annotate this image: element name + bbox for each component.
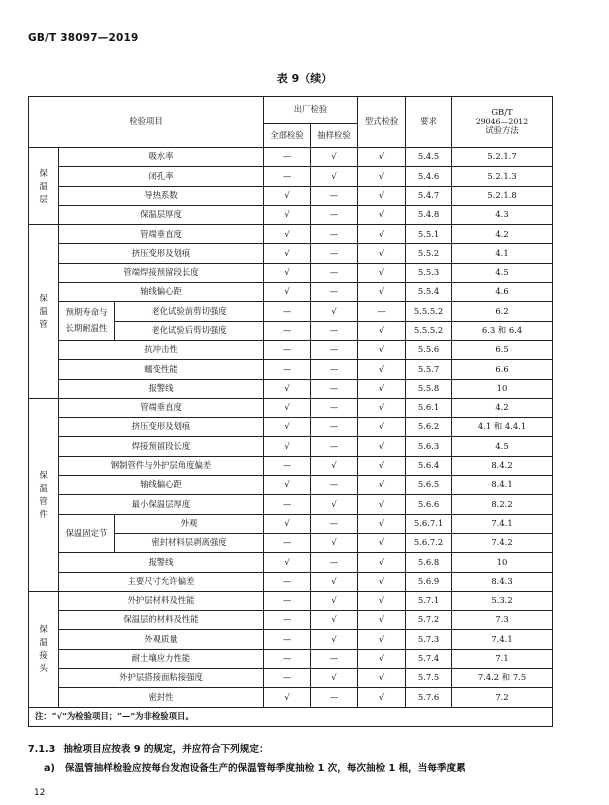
row-requirement: 5.6.5 — [406, 476, 452, 495]
row-item: 钢制管件与外护层角度偏差 — [59, 456, 264, 475]
row-type: √ — [358, 244, 406, 263]
row-sample: — — [311, 340, 358, 359]
row-type: √ — [358, 669, 406, 688]
row-sample: — — [311, 205, 358, 224]
row-sample: √ — [311, 572, 358, 591]
row-type: √ — [358, 418, 406, 437]
row-type: √ — [358, 630, 406, 649]
table-row — [29, 611, 553, 630]
row-item: 轴线偏心距 — [59, 476, 264, 495]
clause-number: 7.1.3 — [28, 744, 56, 755]
row-requirement: 5.5.2 — [406, 244, 452, 263]
row-item: 老化试验后剪切强度 — [115, 321, 264, 340]
item-a-text: 保温管抽样检验应按每台发泡设备生产的保温管每季度抽检 1 次，每次抽检 1 根，当每季度累 — [64, 763, 466, 774]
clause-7-1-3 — [28, 741, 269, 755]
row-sample: √ — [311, 302, 358, 321]
header-type: 型式检验 — [358, 97, 406, 148]
inspection-table — [28, 96, 553, 727]
row-full: — — [264, 302, 311, 321]
row-full: √ — [264, 476, 311, 495]
row-full: — — [264, 611, 311, 630]
row-requirement: 5.7.1 — [406, 591, 452, 610]
row-requirement: 5.6.7.2 — [406, 533, 452, 552]
row-method: 8.4.1 — [452, 476, 553, 495]
row-sample: — — [311, 398, 358, 417]
row-item: 外护层搭接面粘接强度 — [59, 669, 264, 688]
row-type: √ — [358, 495, 406, 514]
row-method: 4.3 — [452, 205, 553, 224]
table-row — [29, 476, 553, 495]
row-full: √ — [264, 263, 311, 282]
row-method: 7.4.1 — [452, 514, 553, 533]
row-requirement: 5.5.5.2 — [406, 321, 452, 340]
note-row — [29, 707, 553, 726]
row-sample: — — [311, 553, 358, 572]
row-requirement: 5.5.4 — [406, 283, 452, 302]
row-requirement: 5.7.3 — [406, 630, 452, 649]
row-type: √ — [358, 225, 406, 244]
row-full: √ — [264, 225, 311, 244]
row-requirement: 5.7.4 — [406, 649, 452, 668]
row-type: √ — [358, 360, 406, 379]
row-full: — — [264, 360, 311, 379]
table-row — [29, 456, 553, 475]
table-row — [29, 591, 553, 610]
group-label: 保 温 接 头 — [29, 591, 59, 707]
table-row — [29, 225, 553, 244]
row-full: — — [264, 340, 311, 359]
row-full: — — [264, 148, 311, 167]
header-factory: 出厂检验 — [264, 97, 358, 124]
row-item: 轴线偏心距 — [59, 283, 264, 302]
row-requirement: 5.7.2 — [406, 611, 452, 630]
table-row — [29, 244, 553, 263]
row-sample: √ — [311, 669, 358, 688]
row-method: 4.6 — [452, 283, 553, 302]
row-item: 外观质量 — [59, 630, 264, 649]
row-item: 挤压变形及划痕 — [59, 418, 264, 437]
table-caption: 表 9（续） — [276, 72, 333, 85]
row-full: — — [264, 321, 311, 340]
row-item: 老化试验前剪切强度 — [115, 302, 264, 321]
row-full: — — [264, 591, 311, 610]
row-requirement: 5.6.3 — [406, 437, 452, 456]
table-row — [29, 553, 553, 572]
table-row — [29, 437, 553, 456]
row-type: √ — [358, 148, 406, 167]
row-item: 管端垂直度 — [59, 398, 264, 417]
header-method-line1: GB/T — [491, 106, 513, 117]
row-full: √ — [264, 283, 311, 302]
row-full: √ — [264, 688, 311, 707]
table-row — [29, 340, 553, 359]
row-item: 外观 — [115, 514, 264, 533]
row-item: 耐土壤应力性能 — [59, 649, 264, 668]
row-method: 7.4.2 — [452, 533, 553, 552]
row-type: √ — [358, 476, 406, 495]
row-method: 7.3 — [452, 611, 553, 630]
row-requirement: 5.6.9 — [406, 572, 452, 591]
row-item: 导热系数 — [59, 186, 264, 205]
table-row — [29, 572, 553, 591]
row-type: √ — [358, 572, 406, 591]
row-item: 保温层厚度 — [59, 205, 264, 224]
row-full: √ — [264, 205, 311, 224]
row-item: 外护层材料及性能 — [59, 591, 264, 610]
row-requirement: 5.5.7 — [406, 360, 452, 379]
row-full: — — [264, 167, 311, 186]
row-requirement: 5.5.8 — [406, 379, 452, 398]
row-method: 4.1 — [452, 244, 553, 263]
table-row — [29, 283, 553, 302]
row-requirement: 5.5.3 — [406, 263, 452, 282]
row-type: √ — [358, 553, 406, 572]
row-full: — — [264, 533, 311, 552]
header-item: 检验项目 — [29, 97, 264, 148]
row-requirement: 5.5.6 — [406, 340, 452, 359]
table-row — [29, 514, 553, 533]
table-note: 注：“√”为检验项目；“—”为非检验项目。 — [29, 707, 553, 726]
group-label: 保 温 管 — [29, 225, 59, 399]
row-method: 5.2.1.3 — [452, 167, 553, 186]
row-type: √ — [358, 591, 406, 610]
row-requirement: 5.6.8 — [406, 553, 452, 572]
clause-item-a — [44, 760, 466, 774]
row-method: 10 — [452, 379, 553, 398]
table-row — [29, 630, 553, 649]
row-full: √ — [264, 398, 311, 417]
table-row — [29, 495, 553, 514]
row-method: 5.2.1.8 — [452, 186, 553, 205]
row-full: — — [264, 669, 311, 688]
row-sample: — — [311, 225, 358, 244]
row-sample: — — [311, 437, 358, 456]
table-row — [29, 148, 553, 167]
row-type: √ — [358, 321, 406, 340]
row-item: 最小保温层厚度 — [59, 495, 264, 514]
row-method: 8.4.2 — [452, 456, 553, 475]
row-method: 4.2 — [452, 225, 553, 244]
row-requirement: 5.6.2 — [406, 418, 452, 437]
table-row — [29, 186, 553, 205]
header-method-line3: 试验方法 — [485, 125, 519, 136]
row-method: 6.6 — [452, 360, 553, 379]
table-row — [29, 418, 553, 437]
row-full: √ — [264, 514, 311, 533]
sub-group-label: 保温固定节 — [59, 514, 115, 553]
row-method: 6.2 — [452, 302, 553, 321]
row-full: √ — [264, 437, 311, 456]
row-requirement: 5.6.6 — [406, 495, 452, 514]
row-type: √ — [358, 437, 406, 456]
row-type: √ — [358, 456, 406, 475]
row-full: — — [264, 495, 311, 514]
row-requirement: 5.6.4 — [406, 456, 452, 475]
row-method: 7.2 — [452, 688, 553, 707]
row-type: √ — [358, 283, 406, 302]
row-method: 4.5 — [452, 263, 553, 282]
row-sample: — — [311, 688, 358, 707]
row-item: 管端垂直度 — [59, 225, 264, 244]
row-requirement: 5.6.1 — [406, 398, 452, 417]
header-requirement: 要求 — [406, 97, 452, 148]
table-row — [29, 167, 553, 186]
row-item: 报警线 — [59, 379, 264, 398]
sub-group-label: 预期寿命与 长期耐温性 — [59, 302, 115, 341]
row-item: 密封材料层剥离强度 — [115, 533, 264, 552]
row-full: √ — [264, 379, 311, 398]
row-item: 蠕变性能 — [59, 360, 264, 379]
row-item: 焊接预留段长度 — [59, 437, 264, 456]
row-full: — — [264, 630, 311, 649]
row-method: 6.3 和 6.4 — [452, 321, 553, 340]
row-type: √ — [358, 186, 406, 205]
row-method: 7.4.2 和 7.5 — [452, 669, 553, 688]
row-item: 保温层的材料及性能 — [59, 611, 264, 630]
row-item: 抗冲击性 — [59, 340, 264, 359]
row-method: 4.1 和 4.4.1 — [452, 418, 553, 437]
row-method: 4.2 — [452, 398, 553, 417]
row-sample: √ — [311, 495, 358, 514]
row-full: √ — [264, 244, 311, 263]
row-full: √ — [264, 418, 311, 437]
row-type: √ — [358, 514, 406, 533]
row-sample: √ — [311, 148, 358, 167]
row-sample: — — [311, 360, 358, 379]
row-sample: √ — [311, 611, 358, 630]
table-row — [29, 360, 553, 379]
row-method: 4.5 — [452, 437, 553, 456]
table-row — [29, 649, 553, 668]
row-type: √ — [358, 340, 406, 359]
row-requirement: 5.5.1 — [406, 225, 452, 244]
row-type: √ — [358, 379, 406, 398]
row-method: 8.4.3 — [452, 572, 553, 591]
table-row — [29, 263, 553, 282]
row-method: 7.1 — [452, 649, 553, 668]
table-row — [29, 205, 553, 224]
row-requirement: 5.4.5 — [406, 148, 452, 167]
row-sample: — — [311, 649, 358, 668]
row-item: 主要尺寸允许偏差 — [59, 572, 264, 591]
table-row — [29, 398, 553, 417]
row-sample: √ — [311, 456, 358, 475]
row-method: 5.3.2 — [452, 591, 553, 610]
row-requirement: 5.7.5 — [406, 669, 452, 688]
row-sample: — — [311, 321, 358, 340]
row-sample: — — [311, 263, 358, 282]
row-sample: √ — [311, 630, 358, 649]
header-method-line2: 29046—2012 — [475, 116, 529, 126]
row-type: — — [358, 302, 406, 321]
row-item: 挤压变形及划痕 — [59, 244, 264, 263]
row-type: √ — [358, 688, 406, 707]
header-method — [452, 97, 553, 148]
table-row — [29, 669, 553, 688]
header-full: 全部检验 — [264, 124, 311, 148]
row-requirement: 5.4.7 — [406, 186, 452, 205]
row-type: √ — [358, 649, 406, 668]
page-number: 12 — [34, 788, 46, 798]
row-method: 6.5 — [452, 340, 553, 359]
row-requirement: 5.7.6 — [406, 688, 452, 707]
row-full: √ — [264, 553, 311, 572]
row-item: 吸水率 — [59, 148, 264, 167]
row-sample: — — [311, 514, 358, 533]
row-requirement: 5.6.7.1 — [406, 514, 452, 533]
table-row — [29, 302, 553, 321]
row-full: √ — [264, 186, 311, 205]
row-full: — — [264, 649, 311, 668]
row-item: 闭孔率 — [59, 167, 264, 186]
header-sample: 抽样检验 — [311, 124, 358, 148]
row-type: √ — [358, 398, 406, 417]
row-sample: — — [311, 186, 358, 205]
row-method: 10 — [452, 553, 553, 572]
row-method: 7.4.1 — [452, 630, 553, 649]
row-sample: — — [311, 244, 358, 263]
table-row — [29, 379, 553, 398]
row-sample: √ — [311, 167, 358, 186]
row-type: √ — [358, 205, 406, 224]
row-full: — — [264, 572, 311, 591]
group-label: 保 温 管 件 — [29, 398, 59, 591]
row-method: 8.2.2 — [452, 495, 553, 514]
row-item: 管端焊接预留段长度 — [59, 263, 264, 282]
row-sample: √ — [311, 533, 358, 552]
row-sample: — — [311, 379, 358, 398]
row-full: — — [264, 456, 311, 475]
row-type: √ — [358, 533, 406, 552]
row-type: √ — [358, 611, 406, 630]
row-method: 5.2.1.7 — [452, 148, 553, 167]
row-item: 密封性 — [59, 688, 264, 707]
item-a-label: a) — [44, 763, 55, 774]
table-row — [29, 688, 553, 707]
standard-number: GB/T 38097—2019 — [28, 32, 139, 44]
row-sample: √ — [311, 591, 358, 610]
row-requirement: 5.4.6 — [406, 167, 452, 186]
row-requirement: 5.5.5.2 — [406, 302, 452, 321]
row-sample: — — [311, 283, 358, 302]
group-label: 保 温 层 — [29, 148, 59, 225]
row-type: √ — [358, 167, 406, 186]
clause-text: 抽检项目应按表 9 的规定，并应符合下列规定： — [63, 744, 269, 755]
row-sample: — — [311, 476, 358, 495]
row-requirement: 5.4.8 — [406, 205, 452, 224]
row-type: √ — [358, 263, 406, 282]
row-item: 报警线 — [59, 553, 264, 572]
row-sample: — — [311, 418, 358, 437]
